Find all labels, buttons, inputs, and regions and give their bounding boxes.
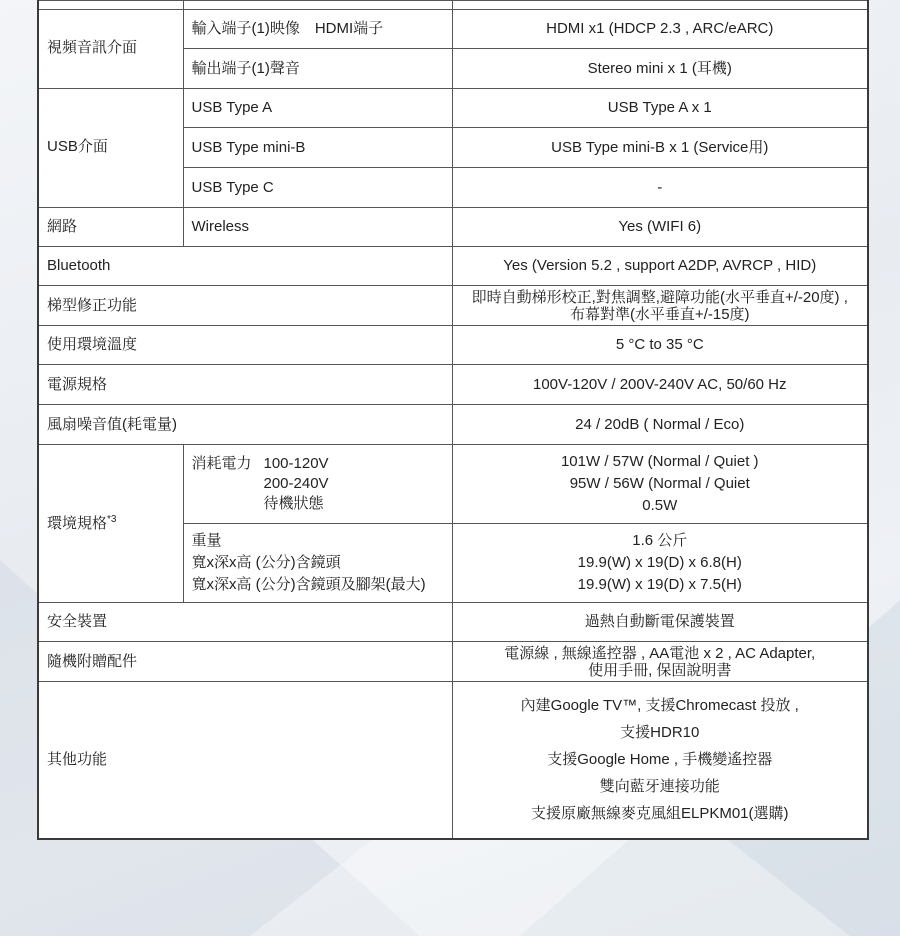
- value-power-spec: 100V-120V / 200V-240V AC, 50/60 Hz: [452, 365, 868, 405]
- label-usb-type-c: USB Type C: [183, 168, 452, 208]
- category-network: 網路: [38, 208, 183, 247]
- table-row: [38, 247, 868, 286]
- value-bluetooth: Yes (Version 5.2 , support A2DP, AVRCP , HID): [452, 247, 868, 286]
- category-accessories: 隨機附贈配件: [38, 642, 452, 682]
- table-row: [38, 286, 868, 326]
- spec-table: [37, 0, 869, 840]
- power-consumption-labels: [183, 445, 452, 524]
- value-temperature: 5 °C to 35 °C: [452, 326, 868, 365]
- table-row: [38, 326, 868, 365]
- value-other-features: 內建Google TV™, 支援Chromecast 投放 , 支援HDR10 支援Google Home , 手機變遙控器 雙向藍牙連接功能 支援原廠無線麥克風組ELPKM01(選購): [452, 682, 868, 839]
- category-other-features: 其他功能: [38, 682, 452, 839]
- value-usb-type-a: USB Type A x 1: [452, 89, 868, 128]
- category-power-spec: 電源規格: [38, 365, 452, 405]
- table-row: [38, 682, 868, 839]
- table-row-top-edge: [38, 1, 868, 10]
- category-temperature: 使用環境溫度: [38, 326, 452, 365]
- label-wireless: Wireless: [183, 208, 452, 247]
- value-power-consumption: 101W / 57W (Normal / Quiet ) 95W / 56W (Normal / Quiet 0.5W: [452, 445, 868, 524]
- label-hdmi-input: 輸入端子(1)映像 HDMI端子: [183, 10, 452, 49]
- value-audio-output: Stereo mini x 1 (耳機): [452, 49, 868, 89]
- table-row: [38, 642, 868, 682]
- table-row: [38, 445, 868, 524]
- table-row: [38, 89, 868, 128]
- value-usb-type-c: -: [452, 168, 868, 208]
- category-usb-interface: USB介面: [38, 89, 183, 208]
- label-standby: 待機狀態: [263, 495, 324, 512]
- table-row: [38, 208, 868, 247]
- value-weight-dimensions: 1.6 公斤 19.9(W) x 19(D) x 6.8(H) 19.9(W) x 19(D) x 7.5(H): [452, 524, 868, 603]
- table-row: [38, 603, 868, 642]
- category-environment-label: 環境規格: [47, 514, 108, 532]
- category-keystone: 梯型修正功能: [38, 286, 452, 326]
- value-wireless: Yes (WIFI 6): [452, 208, 868, 247]
- value-usb-mini-b: USB Type mini-B x 1 (Service用): [452, 128, 868, 168]
- value-safety: 過熱自動斷電保護裝置: [452, 603, 868, 642]
- label-voltage-100-120: 100-120V: [263, 455, 329, 472]
- category-safety: 安全裝置: [38, 603, 452, 642]
- label-usb-mini-b: USB Type mini-B: [183, 128, 452, 168]
- category-bluetooth: Bluetooth: [38, 247, 452, 286]
- label-audio-output: 輸出端子(1)聲音: [183, 49, 452, 89]
- label-voltage-200-240: 200-240V: [263, 475, 329, 492]
- label-weight-dimensions: 重量 寬x深x高 (公分)含鏡頭 寬x深x高 (公分)含鏡頭及腳架(最大): [183, 524, 452, 603]
- table-row: [38, 10, 868, 49]
- label-usb-type-a: USB Type A: [183, 89, 452, 128]
- value-accessories: 電源線 , 無線遙控器 , AA電池 x 2 , AC Adapter, 使用手冊, 保固說明書: [452, 642, 868, 682]
- value-keystone: 即時自動梯形校正,對焦調整,避障功能(水平垂直+/-20度) , 布幕對準(水平垂直+/-15度): [452, 286, 868, 326]
- footnote-mark: *3: [107, 513, 117, 525]
- label-power-consumption: 消耗電力: [191, 455, 252, 472]
- category-environment: [38, 445, 183, 603]
- category-av-interface: 視頻音訊介面: [38, 10, 183, 89]
- table-row: [38, 405, 868, 445]
- value-hdmi-input: HDMI x1 (HDCP 2.3 , ARC/eARC): [452, 10, 868, 49]
- table-row: [38, 365, 868, 405]
- category-fan-noise: 風扇噪音值(耗電量): [38, 405, 452, 445]
- value-fan-noise: 24 / 20dB ( Normal / Eco): [452, 405, 868, 445]
